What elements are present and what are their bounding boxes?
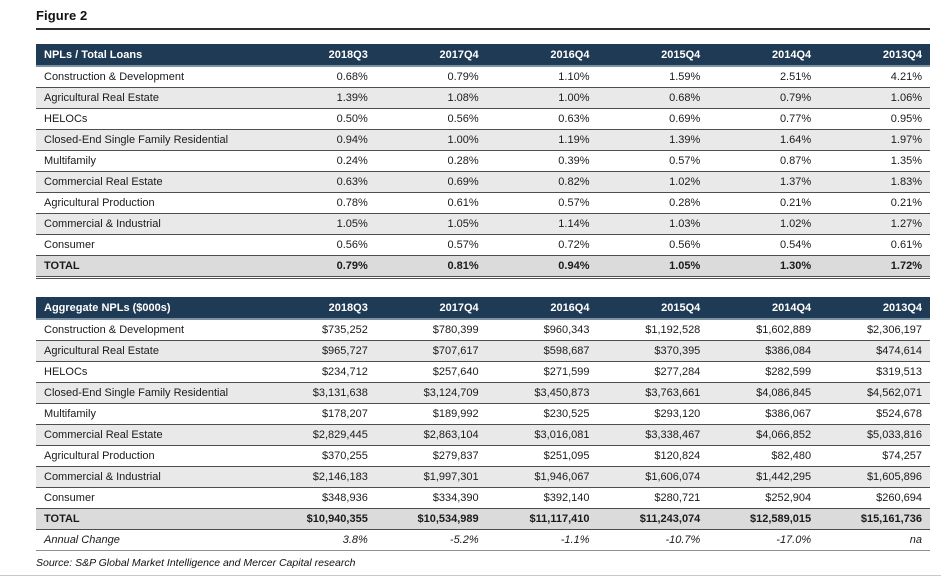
value-cell: 1.39% bbox=[597, 130, 708, 151]
table-row bbox=[36, 319, 930, 341]
value-cell: 1.72% bbox=[819, 256, 930, 278]
table-row bbox=[36, 383, 930, 404]
value-cell: $178,207 bbox=[265, 404, 376, 425]
source-note: Source: S&P Global Market Intelligence and Mercer Capital research bbox=[36, 557, 356, 569]
value-cell: $251,095 bbox=[487, 446, 598, 467]
table-row bbox=[36, 151, 930, 172]
column-header: 2017Q4 bbox=[376, 297, 487, 319]
figure-title: Figure 2 bbox=[36, 8, 88, 23]
column-header: 2014Q4 bbox=[708, 44, 819, 66]
value-cell: $780,399 bbox=[376, 319, 487, 341]
column-header: 2014Q4 bbox=[708, 297, 819, 319]
value-cell: 0.63% bbox=[265, 172, 376, 193]
value-cell: 0.68% bbox=[597, 88, 708, 109]
row-label: Construction & Development bbox=[36, 319, 265, 341]
value-cell: -1.1% bbox=[487, 530, 598, 551]
value-cell: 0.87% bbox=[708, 151, 819, 172]
column-header: 2017Q4 bbox=[376, 44, 487, 66]
value-cell: $319,513 bbox=[819, 362, 930, 383]
value-cell: 0.77% bbox=[708, 109, 819, 130]
row-label: Agricultural Real Estate bbox=[36, 341, 265, 362]
value-cell: 0.79% bbox=[376, 66, 487, 88]
row-label: HELOCs bbox=[36, 109, 265, 130]
column-header: 2013Q4 bbox=[819, 297, 930, 319]
value-cell: $1,602,889 bbox=[708, 319, 819, 341]
value-cell: 1.02% bbox=[708, 214, 819, 235]
value-cell: $960,343 bbox=[487, 319, 598, 341]
value-cell: $257,640 bbox=[376, 362, 487, 383]
value-cell: $2,306,197 bbox=[819, 319, 930, 341]
row-label: Agricultural Production bbox=[36, 193, 265, 214]
value-cell: 1.10% bbox=[487, 66, 598, 88]
value-cell: 0.28% bbox=[597, 193, 708, 214]
value-cell: $524,678 bbox=[819, 404, 930, 425]
value-cell: 1.27% bbox=[819, 214, 930, 235]
value-cell: 0.95% bbox=[819, 109, 930, 130]
value-cell: 0.79% bbox=[708, 88, 819, 109]
value-cell: $370,395 bbox=[597, 341, 708, 362]
table-row bbox=[36, 488, 930, 509]
value-cell: $4,066,852 bbox=[708, 425, 819, 446]
value-cell: $234,712 bbox=[265, 362, 376, 383]
value-cell: 0.82% bbox=[487, 172, 598, 193]
value-cell: $82,480 bbox=[708, 446, 819, 467]
value-cell: $707,617 bbox=[376, 341, 487, 362]
value-cell: 1.02% bbox=[597, 172, 708, 193]
column-header: 2016Q4 bbox=[487, 44, 598, 66]
value-cell: na bbox=[819, 530, 930, 551]
value-cell: $271,599 bbox=[487, 362, 598, 383]
value-cell: 1.39% bbox=[265, 88, 376, 109]
value-cell: $370,255 bbox=[265, 446, 376, 467]
row-label: Commercial Real Estate bbox=[36, 172, 265, 193]
value-cell: 0.57% bbox=[376, 235, 487, 256]
value-cell: $230,525 bbox=[487, 404, 598, 425]
value-cell: $386,084 bbox=[708, 341, 819, 362]
row-label: Annual Change bbox=[36, 530, 265, 551]
value-cell: 0.68% bbox=[265, 66, 376, 88]
table-row bbox=[36, 530, 930, 551]
value-cell: $12,589,015 bbox=[708, 509, 819, 530]
row-label: HELOCs bbox=[36, 362, 265, 383]
value-cell: 2.51% bbox=[708, 66, 819, 88]
value-cell: 0.81% bbox=[376, 256, 487, 278]
value-cell: $1,997,301 bbox=[376, 467, 487, 488]
value-cell: 0.57% bbox=[597, 151, 708, 172]
value-cell: $3,763,661 bbox=[597, 383, 708, 404]
value-cell: $3,338,467 bbox=[597, 425, 708, 446]
value-cell: 1.06% bbox=[819, 88, 930, 109]
value-cell: $2,146,183 bbox=[265, 467, 376, 488]
value-cell: 1.05% bbox=[376, 214, 487, 235]
value-cell: 0.24% bbox=[265, 151, 376, 172]
row-label: Consumer bbox=[36, 235, 265, 256]
table-row bbox=[36, 66, 930, 88]
value-cell: 1.00% bbox=[487, 88, 598, 109]
row-label: Consumer bbox=[36, 488, 265, 509]
value-cell: $3,124,709 bbox=[376, 383, 487, 404]
value-cell: $5,033,816 bbox=[819, 425, 930, 446]
value-cell: 0.39% bbox=[487, 151, 598, 172]
value-cell: 0.94% bbox=[265, 130, 376, 151]
row-label: Agricultural Real Estate bbox=[36, 88, 265, 109]
value-cell: $252,904 bbox=[708, 488, 819, 509]
table-row bbox=[36, 214, 930, 235]
value-cell: $3,450,873 bbox=[487, 383, 598, 404]
value-cell: -10.7% bbox=[597, 530, 708, 551]
column-header: 2018Q3 bbox=[265, 44, 376, 66]
value-cell: $348,936 bbox=[265, 488, 376, 509]
value-cell: $965,727 bbox=[265, 341, 376, 362]
value-cell: 4.21% bbox=[819, 66, 930, 88]
value-cell: $598,687 bbox=[487, 341, 598, 362]
value-cell: 0.57% bbox=[487, 193, 598, 214]
column-header: 2015Q4 bbox=[597, 44, 708, 66]
table-row bbox=[36, 256, 930, 278]
value-cell: 0.21% bbox=[819, 193, 930, 214]
value-cell: $2,829,445 bbox=[265, 425, 376, 446]
table-row bbox=[36, 341, 930, 362]
value-cell: -5.2% bbox=[376, 530, 487, 551]
aggregate-npl-table-body bbox=[36, 319, 930, 551]
value-cell: $1,946,067 bbox=[487, 467, 598, 488]
value-cell: $735,252 bbox=[265, 319, 376, 341]
column-header: 2018Q3 bbox=[265, 297, 376, 319]
value-cell: $3,016,081 bbox=[487, 425, 598, 446]
value-cell: $189,992 bbox=[376, 404, 487, 425]
value-cell: $334,390 bbox=[376, 488, 487, 509]
value-cell: -17.0% bbox=[708, 530, 819, 551]
value-cell: $282,599 bbox=[708, 362, 819, 383]
value-cell: 1.14% bbox=[487, 214, 598, 235]
value-cell: 0.50% bbox=[265, 109, 376, 130]
table-row bbox=[36, 509, 930, 530]
table-row bbox=[36, 362, 930, 383]
value-cell: $2,863,104 bbox=[376, 425, 487, 446]
row-label: Closed-End Single Family Residential bbox=[36, 130, 265, 151]
value-cell: 0.94% bbox=[487, 256, 598, 278]
bottom-divider bbox=[0, 575, 941, 576]
value-cell: $3,131,638 bbox=[265, 383, 376, 404]
value-cell: $386,067 bbox=[708, 404, 819, 425]
row-label: Multifamily bbox=[36, 404, 265, 425]
value-cell: 0.72% bbox=[487, 235, 598, 256]
value-cell: $4,086,845 bbox=[708, 383, 819, 404]
table-row bbox=[36, 193, 930, 214]
value-cell: $279,837 bbox=[376, 446, 487, 467]
npl-ratio-table-body bbox=[36, 66, 930, 278]
table-row bbox=[36, 404, 930, 425]
value-cell: 0.56% bbox=[265, 235, 376, 256]
row-label: TOTAL bbox=[36, 256, 265, 278]
value-cell: 1.97% bbox=[819, 130, 930, 151]
column-header: 2016Q4 bbox=[487, 297, 598, 319]
row-label: TOTAL bbox=[36, 509, 265, 530]
value-cell: 3.8% bbox=[265, 530, 376, 551]
value-cell: 1.37% bbox=[708, 172, 819, 193]
value-cell: $280,721 bbox=[597, 488, 708, 509]
row-label: Multifamily bbox=[36, 151, 265, 172]
value-cell: $10,534,989 bbox=[376, 509, 487, 530]
value-cell: 0.56% bbox=[597, 235, 708, 256]
value-cell: 0.28% bbox=[376, 151, 487, 172]
table-row bbox=[36, 172, 930, 193]
value-cell: 0.69% bbox=[376, 172, 487, 193]
table-row bbox=[36, 88, 930, 109]
value-cell: $74,257 bbox=[819, 446, 930, 467]
value-cell: $4,562,071 bbox=[819, 383, 930, 404]
value-cell: $1,605,896 bbox=[819, 467, 930, 488]
value-cell: 0.79% bbox=[265, 256, 376, 278]
value-cell: 1.08% bbox=[376, 88, 487, 109]
value-cell: $277,284 bbox=[597, 362, 708, 383]
value-cell: $260,694 bbox=[819, 488, 930, 509]
value-cell: 0.56% bbox=[376, 109, 487, 130]
value-cell: 0.21% bbox=[708, 193, 819, 214]
value-cell: $1,192,528 bbox=[597, 319, 708, 341]
row-label: Commercial & Industrial bbox=[36, 467, 265, 488]
table-header-row bbox=[36, 297, 930, 319]
table-row bbox=[36, 235, 930, 256]
value-cell: $120,824 bbox=[597, 446, 708, 467]
value-cell: 0.78% bbox=[265, 193, 376, 214]
value-cell: 1.59% bbox=[597, 66, 708, 88]
value-cell: 1.03% bbox=[597, 214, 708, 235]
row-label: Construction & Development bbox=[36, 66, 265, 88]
row-label: Agricultural Production bbox=[36, 446, 265, 467]
value-cell: $1,442,295 bbox=[708, 467, 819, 488]
figure-content bbox=[36, 0, 930, 569]
value-cell: 1.00% bbox=[376, 130, 487, 151]
title-divider bbox=[36, 28, 930, 30]
value-cell: 0.61% bbox=[376, 193, 487, 214]
table-header-row bbox=[36, 44, 930, 66]
value-cell: 1.05% bbox=[597, 256, 708, 278]
row-label: Commercial & Industrial bbox=[36, 214, 265, 235]
value-cell: $10,940,355 bbox=[265, 509, 376, 530]
table-row bbox=[36, 109, 930, 130]
value-cell: 1.05% bbox=[265, 214, 376, 235]
aggregate-npl-table bbox=[36, 297, 930, 551]
table-row bbox=[36, 446, 930, 467]
table-row bbox=[36, 467, 930, 488]
row-label: Closed-End Single Family Residential bbox=[36, 383, 265, 404]
column-header: 2015Q4 bbox=[597, 297, 708, 319]
value-cell: $11,243,074 bbox=[597, 509, 708, 530]
table-title: NPLs / Total Loans bbox=[36, 44, 265, 66]
table-row bbox=[36, 425, 930, 446]
value-cell: 1.35% bbox=[819, 151, 930, 172]
value-cell: 0.63% bbox=[487, 109, 598, 130]
value-cell: $11,117,410 bbox=[487, 509, 598, 530]
npl-ratio-table-header bbox=[36, 44, 930, 66]
value-cell: $392,140 bbox=[487, 488, 598, 509]
value-cell: 0.61% bbox=[819, 235, 930, 256]
npl-ratio-table bbox=[36, 44, 930, 279]
value-cell: 0.54% bbox=[708, 235, 819, 256]
value-cell: $293,120 bbox=[597, 404, 708, 425]
value-cell: 1.30% bbox=[708, 256, 819, 278]
column-header: 2013Q4 bbox=[819, 44, 930, 66]
value-cell: $15,161,736 bbox=[819, 509, 930, 530]
value-cell: 0.69% bbox=[597, 109, 708, 130]
value-cell: 1.83% bbox=[819, 172, 930, 193]
value-cell: $474,614 bbox=[819, 341, 930, 362]
table-title: Aggregate NPLs ($000s) bbox=[36, 297, 265, 319]
table-row bbox=[36, 130, 930, 151]
value-cell: 1.64% bbox=[708, 130, 819, 151]
value-cell: $1,606,074 bbox=[597, 467, 708, 488]
row-label: Commercial Real Estate bbox=[36, 425, 265, 446]
aggregate-npl-table-header bbox=[36, 297, 930, 319]
value-cell: 1.19% bbox=[487, 130, 598, 151]
